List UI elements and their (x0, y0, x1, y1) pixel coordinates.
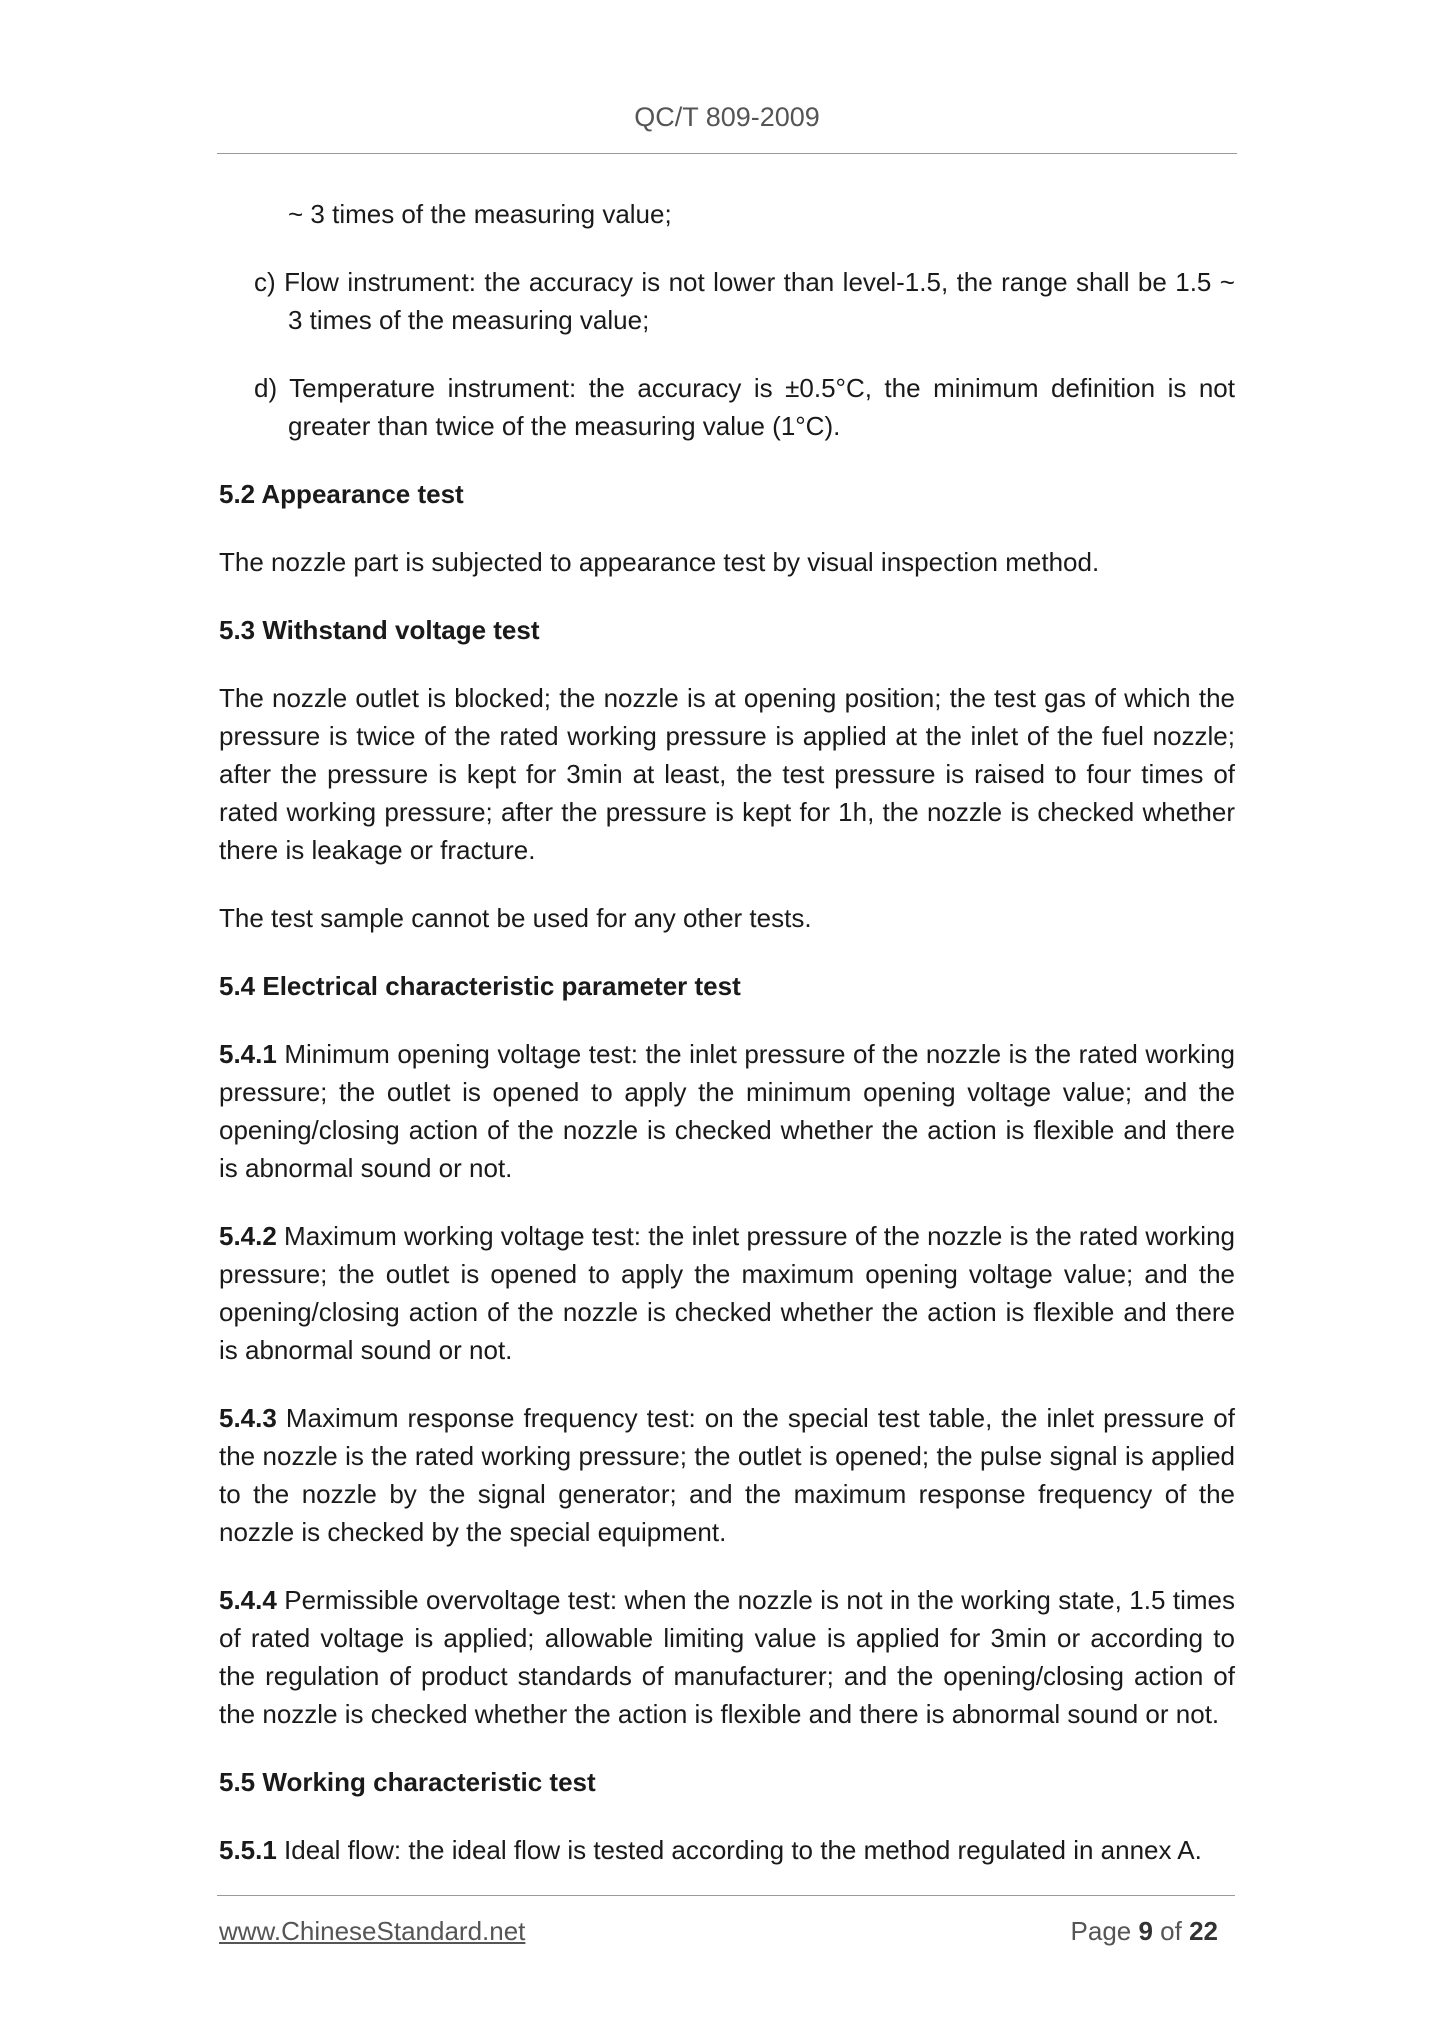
clause-5-4-4 (219, 1581, 1235, 1733)
clause-number: 5.4.4 (219, 1585, 277, 1615)
page-label: Page (1070, 1916, 1139, 1946)
clause-number: 5.5.1 (219, 1835, 277, 1865)
section-heading-5-3: 5.3 Withstand voltage test (219, 615, 540, 645)
section-5-3-note: The test sample cannot be used for any other tests. (219, 903, 812, 933)
header-divider (217, 153, 1237, 154)
clause-number: 5.4.1 (219, 1039, 277, 1069)
clause-5-4-3 (219, 1399, 1235, 1551)
clause-number: 5.4.3 (219, 1403, 277, 1433)
clause-text: Permissible overvoltage test: when the nozzle is not in the working state, 1.5 times of rated voltage is applied; allowable limiting value is applied for 3min or according to the regulation of product standards of manufacturer; and the opening/closing action of the nozzle is checked whether the action is flexible and there is abnormal sound or not. (219, 1585, 1235, 1729)
page-of-label: of (1152, 1916, 1190, 1946)
clause-text: Maximum response frequency test: on the special test table, the inlet pressure of the nozzle is the rated working pressure; the outlet is opened; the pulse signal is applied to the nozzle by the signal generator; and the maximum response frequency of the nozzle is checked by the special equipment. (219, 1403, 1235, 1547)
list-item-b-continuation: ~ 3 times of the measuring value; (288, 199, 672, 229)
section-5-3-text: The nozzle outlet is blocked; the nozzle is at opening position; the test gas of which the pressure is twice of the rated working pressure is applied at the inlet of the fuel nozzle; after the pressure is kept for 3min at least, the test pressure is raised to four times of rated working pressure; after the pressure is kept for 1h, the nozzle is checked whether there is leakage or fracture. (219, 683, 1235, 865)
footer-divider (217, 1895, 1235, 1896)
list-item-d: d) Temperature instrument: the accuracy is ±0.5°C, the minimum definition is not greater than twice of the measuring value (1°C). (254, 373, 1235, 441)
page-number (1071, 1916, 1218, 1947)
list-item-c: c) Flow instrument: the accuracy is not lower than level-1.5, the range shall be 1.5 ~ 3 times of the measuring value; (254, 267, 1235, 335)
clause-text: Maximum working voltage test: the inlet pressure of the nozzle is the rated working pressure; the outlet is opened to apply the maximum opening voltage value; and the opening/closing action of the nozzle is checked whether the action is flexible and there is abnormal sound or not. (219, 1221, 1235, 1365)
current-page: 9 (1138, 1916, 1153, 1946)
document-body (219, 195, 1235, 1899)
section-heading-5-5: 5.5 Working characteristic test (219, 1767, 596, 1797)
page-header-title: QC/T 809-2009 (634, 102, 820, 132)
clause-5-4-2 (219, 1217, 1235, 1369)
section-heading-5-4: 5.4 Electrical characteristic parameter test (219, 971, 741, 1001)
footer-website-link[interactable]: www.ChineseStandard.net (219, 1916, 526, 1946)
clause-text: Minimum opening voltage test: the inlet pressure of the nozzle is the rated working pressure; the outlet is opened to apply the minimum opening voltage value; and the opening/closing action of the nozzle is checked whether the action is flexible and there is abnormal sound or not. (219, 1039, 1235, 1183)
clause-5-5-1 (219, 1831, 1235, 1869)
clause-number: 5.4.2 (219, 1221, 277, 1251)
clause-5-4-1 (219, 1035, 1235, 1187)
section-heading-5-2: 5.2 Appearance test (219, 479, 464, 509)
section-5-2-text: The nozzle part is subjected to appearance test by visual inspection method. (219, 547, 1100, 577)
total-pages: 22 (1189, 1916, 1218, 1946)
clause-text: Ideal flow: the ideal flow is tested according to the method regulated in annex A. (276, 1835, 1202, 1865)
